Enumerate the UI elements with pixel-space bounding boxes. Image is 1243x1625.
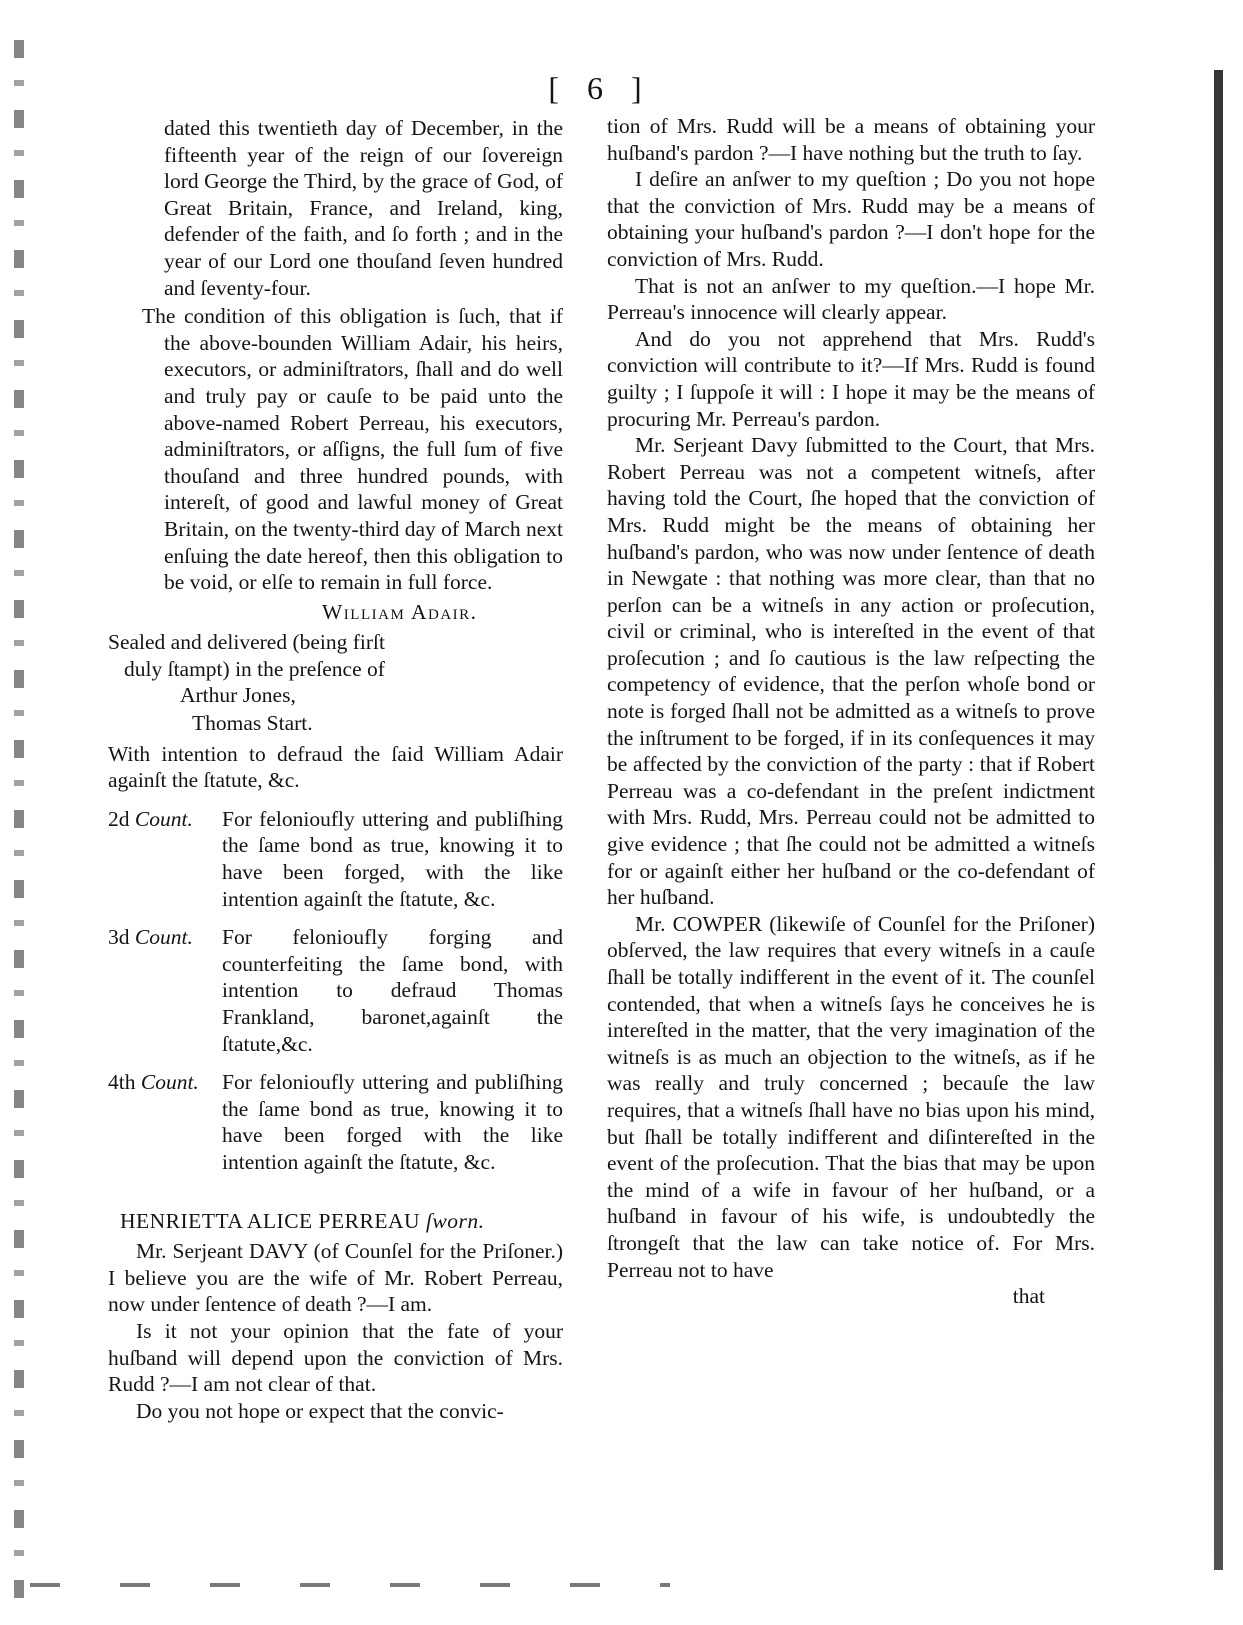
count-text: For felonioufly forging and counterfeiting the ſame bond, with intention to defraud Thomas Frankland, baronet,againſt the ſtatute,&c. [222,925,563,1056]
witness-heading: HENRIETTA ALICE PERREAU ſworn. [120,1208,485,1233]
testimony-paragraph: Mr. Serjeant DAVY (of Counſel for the Priſoner.) I believe you are the wife of Mr. Robert Perreau, now under ſentence of death ?—I am. [108,1239,563,1317]
testimony-paragraph: tion of Mrs. Rudd will be a means of obtaining your huſband's pardon ?—I have nothing but the truth to ſay. [607,114,1095,165]
count-4 [108,1069,563,1175]
count-label: 2d Count. [108,806,193,831]
bond-text: dated this twentieth day of December, in the fifteenth year of the reign of our ſovereign lord George the Third, by the grace of God, of Great Britain, France, and Ireland, king, defender of the faith, and ſo forth ; and in the year of our Lord one thouſand ſeven hundred and ſeventy-four. [164,116,563,300]
sealed-line-2: duly ſtampt) in the preſence of [124,656,385,681]
argument-paragraph-davy: Mr. Serjeant Davy ſubmitted to the Court, that Mrs. Robert Perreau was not a competent witneſs, after having told the Court, ſhe hoped that the conviction of Mrs. Rudd might be the means of obtaining her huſband's pardon, who was now under ſentence of death in Newgate : that nothing was more clear, than that no perſon can be a witneſs in any action or proſecution, civil or criminal, who is intereſted in the event of that proſecution ; and ſo cautious is the law reſpecting the competency of evidence, that the perſon whoſe bond or note is forged ſhall not be admitted as a witneſs to prove the inſtrument to be forged, if in its conſequences it may be affected by the conviction of the party : that if Robert Perreau was a co-defendant in the preſent indictment with Mrs. Rudd, Mrs. Perreau could not be admitted to give evidence ; that ſhe could not be admitted a witneſs for or againſt either her huſband or the co-defendant of her huſband. [607,433,1095,910]
testimony-paragraph: Do you not hope or expect that the convic- [136,1398,504,1423]
testimony-paragraph: And do you not apprehend that Mrs. Rudd's conviction will contribute to it?—If Mrs. Rudd is found guilty ; I ſuppoſe it will : I hope it may be the means of procuring Mr. Perreau's pardon. [607,326,1095,431]
intention-paragraph: With intention to defraud the ſaid William Adair againſt the ſtatute, &c. [108,741,563,793]
right-column [607,113,1095,1310]
left-column [108,115,563,1424]
condition-paragraph: The condition of this obligation is ſuch, that if the above-bounden William Adair, his heirs, executors, or adminiſtrators, ſhall and do well and truly pay or cauſe to be paid unto the above-named Robert Perreau, his executors, adminiſtrators, or aſſigns, the full ſum of five thouſand and three hundred pounds, with intereſt, of good and lawful money of Great Britain, on the twenty-third day of March next enſuing the date hereof, then this obligation to be void, or elſe to remain in full force. [142,304,563,595]
witness-thomas-start: Thomas Start. [192,711,313,736]
scan-edge-bottom [30,1583,670,1587]
sealed-line-1: Sealed and delivered (being firſt [108,630,386,655]
testimony-paragraph: I deſire an anſwer to my queſtion ; Do you not hope that the conviction of Mrs. Rudd may be a means of obtaining your huſband's pardon ?—I don't hope for the conviction of Mrs. Rudd. [607,167,1095,271]
page-number: [ 6 ] [548,70,652,106]
count-2 [108,806,563,912]
testimony-paragraph: Is it not your opinion that the fate of your huſband will depend upon the conviction of Mrs. Rudd ?—I am not clear of that. [108,1318,563,1397]
scan-edge-right [1214,70,1223,1570]
count-3 [108,924,563,1057]
witness-arthur-jones: Arthur Jones, [180,683,296,708]
catchword: that [1012,1284,1045,1309]
argument-paragraph-cowper: Mr. COWPER (likewiſe of Counſel for the Priſoner) obſerved, the law requires that every witneſs in a cauſe ſhall be totally indifferent in the event of it. The counſel contended, that when a witneſs ſays he conceives he is intereſted in the matter, that the very imagination of the witneſs is as much an objection to the witneſs, as if he was really and truly concerned ; becauſe the law requires, that a witneſs ſhall have no bias upon his mind, but ſhall be totally indifferent and diſintereſted in the event of the proſecution. That the bias that may be upon the mind of a wife in favour of her huſband, or a huſband in favour of his wife, is undoubtedly the ſtrongeſt that the law can take notice of. For Mrs. Perreau not to have [607,911,1095,1282]
signature-william-adair: William Adair. [322,599,478,624]
count-text: For felonioufly uttering and publiſhing the ſame bond as true, knowing it to have been forged, with the like intention againſt the ſtatute, &c. [222,806,563,911]
scan-edge-left [14,40,24,1600]
count-text: For felonioufly uttering and publiſhing the ſame bond as true, knowing it to have been forged with the like intention againſt the ſtatute, &c. [222,1070,563,1174]
testimony-paragraph: That is not an anſwer to my queſtion.—I hope Mr. Perreau's innocence will clearly appear. [607,273,1095,325]
count-label: 4th Count. [108,1070,199,1095]
count-label: 3d Count. [108,925,193,950]
